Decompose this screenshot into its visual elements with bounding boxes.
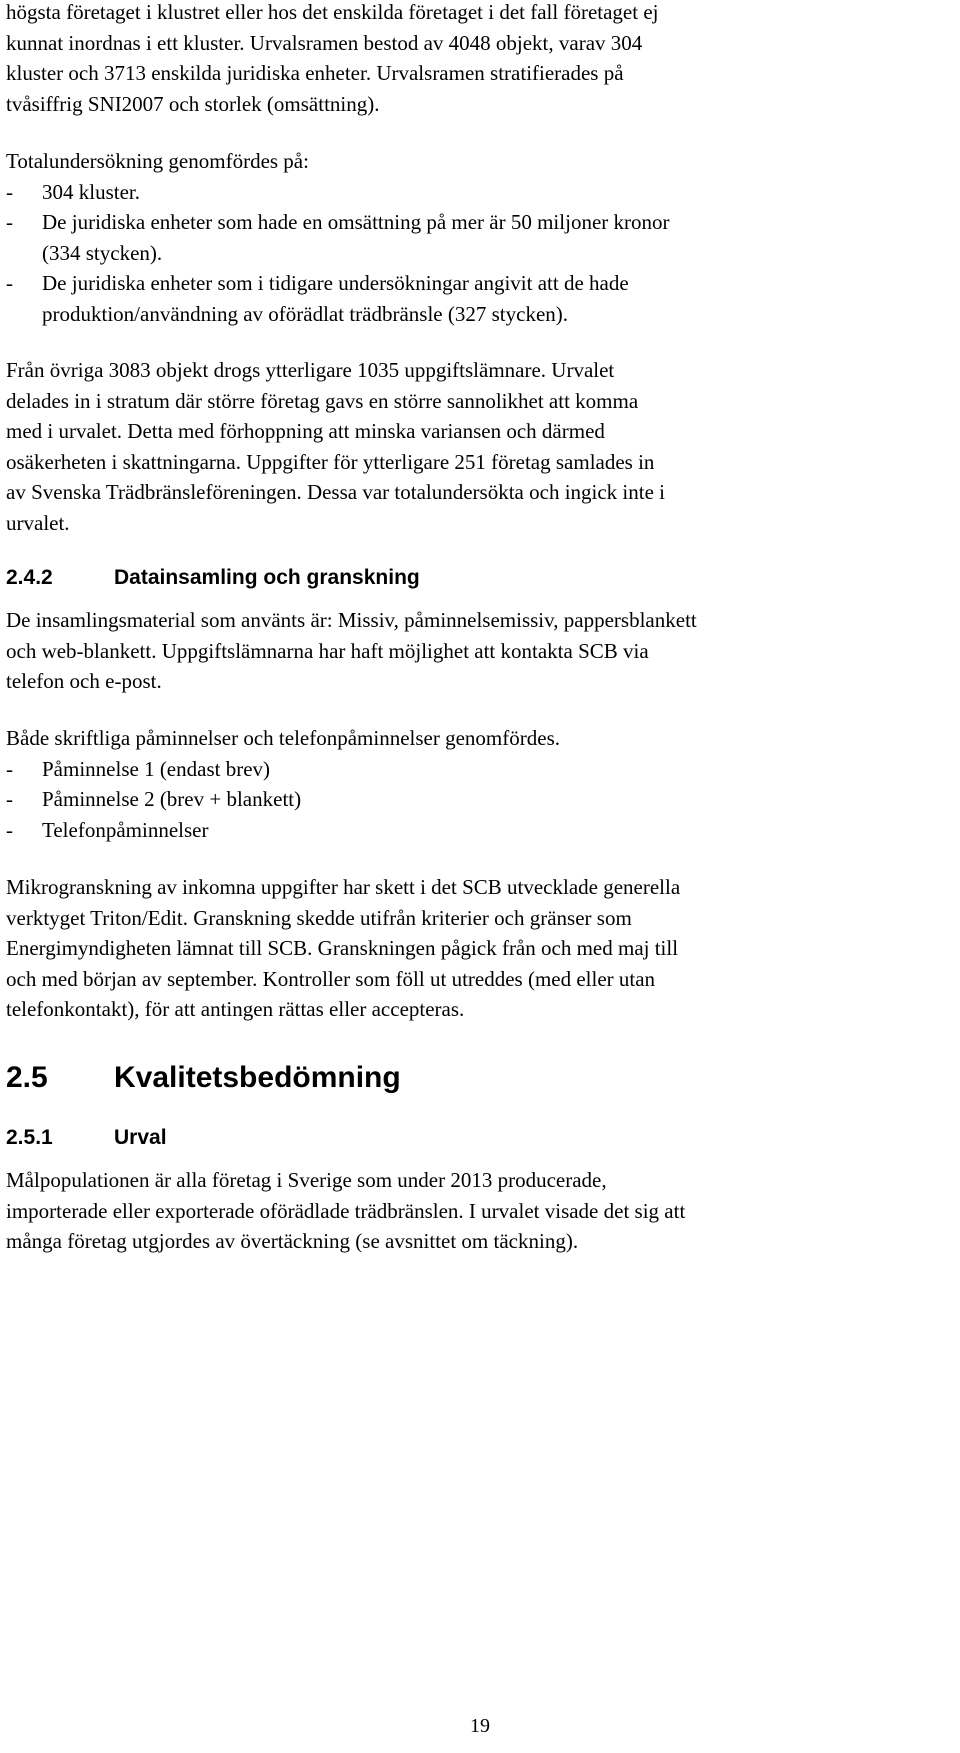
list-item: De juridiska enheter som hade en omsättning på mer är 50 miljoner kronor [42,210,670,234]
section-number: 2.4.2 [6,566,53,589]
ovriga-line: Från övriga 3083 objekt drogs ytterligare 1035 uppgiftslämnare. Urvalet [6,358,615,382]
urval-line: många företag utgjordes av övertäckning (se avsnittet om täckning). [6,1229,579,1253]
list-item: 304 kluster. [42,179,140,204]
list-dash: - [6,210,13,234]
granskning-line: Energimyndigheten lämnat till SCB. Granskningen pågick från och med maj till [6,936,679,960]
list-dash: - [6,787,13,811]
list-item: Påminnelse 1 (endast brev) [42,756,271,781]
list-item: Påminnelse 2 (brev + blankett) [42,787,302,811]
intro-line: tvåsiffrig SNI2007 och storlek (omsättning). [6,91,380,116]
paminnelser-lead: Både skriftliga påminnelser och telefonpåminnelser genomfördes. [6,726,560,750]
list-dash: - [6,179,13,204]
ovriga-line: delades in i stratum där större företag gavs en större sannolikhet att komma [6,388,639,413]
list-dash: - [6,817,13,842]
granskning-line: Mikrogranskning av inkomna uppgifter har skett i det SCB utvecklade generella [6,875,681,899]
ovriga-line: urvalet. [6,510,70,535]
ovriga-line: osäkerheten i skattningarna. Uppgifter för ytterligare 251 företag samlades in [6,449,655,474]
section-title: Urval [114,1126,167,1149]
intro-line: kluster och 3713 enskilda juridiska enheter. Urvalsramen stratifierades på [6,61,624,85]
insamling-line: telefon och e-post. [6,669,162,693]
insamling-line: De insamlingsmaterial som använts är: Missiv, påminnelsemissiv, pappersblankett [6,608,697,632]
list-dash: - [6,271,13,295]
granskning-line: och med början av september. Kontroller som föll ut utreddes (med eller utan [6,966,656,991]
granskning-line: verktyget Triton/Edit. Granskning skedde utifrån kriterier och gränser som [6,905,632,930]
urval-line: importerade eller exporterade oförädlade trädbränslen. I urvalet visade det sig att [6,1198,686,1223]
granskning-line: telefonkontakt), för att antingen rättas eller accepteras. [6,997,465,1021]
section-heading-2-4-2 [6,563,420,593]
ovriga-line: med i urvalet. Detta med förhoppning att minska variansen och därmed [6,419,605,443]
list-item-continuation: produktion/användning av oförädlat trädbränsle (327 stycken). [42,301,569,326]
totalundersokning-lead: Totalundersökning genomfördes på: [6,149,309,173]
page-number: 19 [470,1715,490,1737]
list-item: Telefonpåminnelser [42,817,209,842]
list-dash: - [6,756,13,781]
list-item: De juridiska enheter som i tidigare undersökningar angivit att de hade [42,271,629,295]
intro-line: högsta företaget i klustret eller hos det enskilda företaget i det fall företaget ej [6,0,659,24]
section-number: 2.5 [6,1061,48,1094]
intro-line: kunnat inordnas i ett kluster. Urvalsramen bestod av 4048 objekt, varav 304 [6,30,643,55]
section-title: Datainsamling och granskning [114,566,420,589]
list-item-continuation: (334 stycken). [42,240,163,265]
section-title: Kvalitetsbedömning [114,1061,401,1094]
section-number: 2.5.1 [6,1126,53,1149]
section-heading-2-5-1 [6,1123,167,1153]
section-heading-2-5 [6,1060,401,1096]
insamling-line: och web-blankett. Uppgiftslämnarna har haft möjlighet att kontakta SCB via [6,638,649,663]
urval-line: Målpopulationen är alla företag i Sverige som under 2013 producerade, [6,1168,607,1192]
ovriga-line: av Svenska Trädbränsleföreningen. Dessa var totalundersökta och ingick inte i [6,480,666,504]
